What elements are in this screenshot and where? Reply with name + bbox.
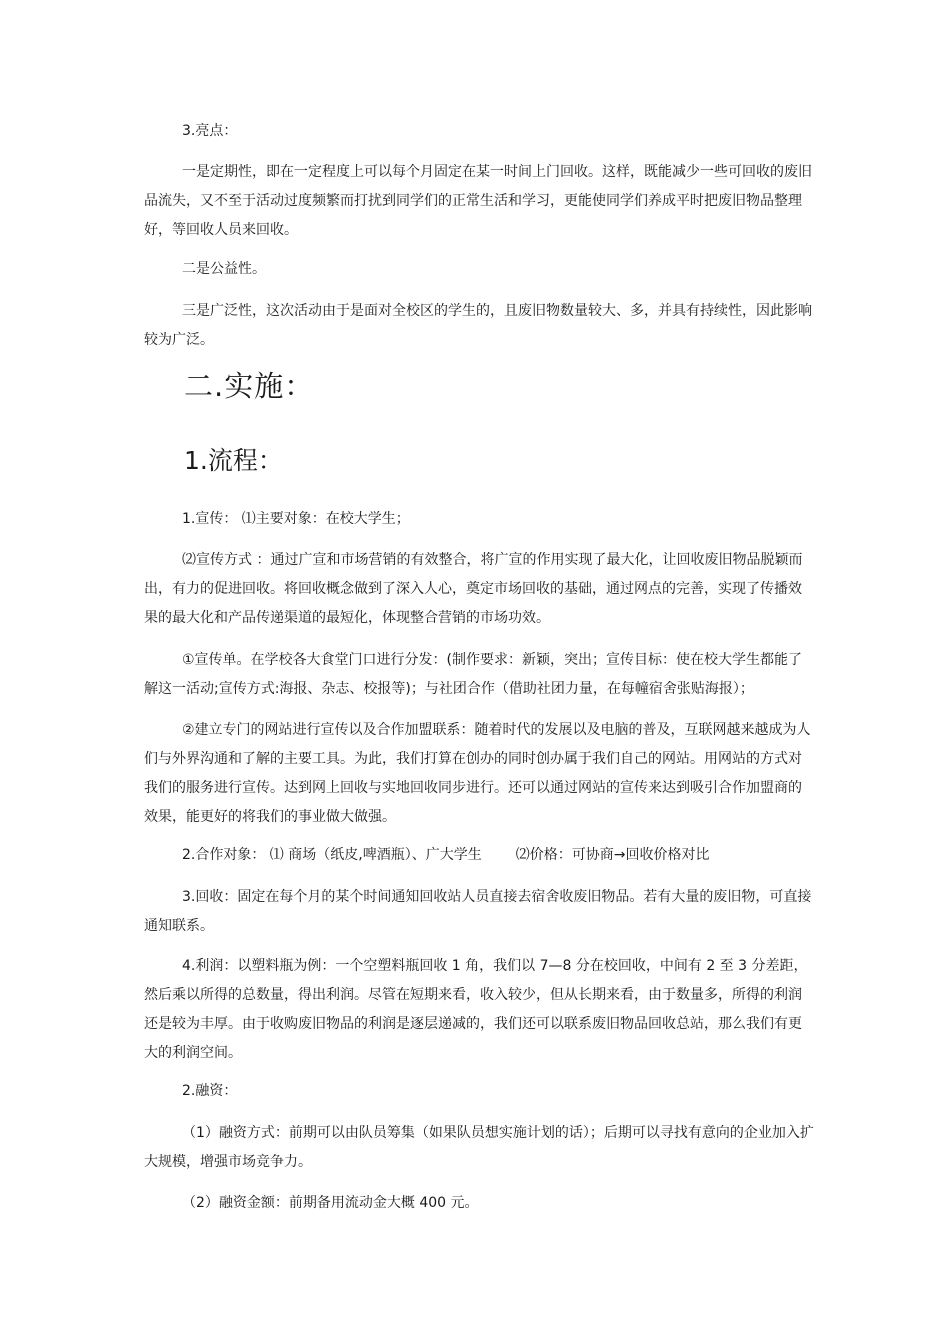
publicity-website: ②建立专门的网站进行宣传以及合作加盟联系：随着时代的发展以及电脑的普及，互联网越来越成为人们与外界沟通和了解的主要工具。为此，我们打算在创办的同时创办属于我们自己的网站。用网站的方式对我们的服务进行宣传。达到网上回收与实地回收同步进行。还可以通过网站的宣传来达到吸引合作加盟商的效果，能更好的将我们的事业做大做强。	[144, 722, 811, 825]
publicity-intro: 1.宣传： ⑴主要对象：在校大学生；	[182, 511, 410, 527]
publicity-method: ⑵宣传方式 ：通过广宣和市场营销的有效整合，将广宣的作用实现了最大化，让回收废旧物品脱颖而出，有力的促进回收。将回收概念做到了深入人心，奠定市场回收的基础，通过网点的完善，实现了传播效果的最大化和产品传递渠道的最短化，体现整合营销的市场功效。	[144, 552, 803, 626]
partners-line	[144, 841, 814, 870]
profit-paragraph: 4.利润：以塑料瓶为例：一个空塑料瓶回收 1 角，我们以 7—8 分在校回收，中间有 2 至 3 分差距，然后乘以所得的总数量，得出利润。尽管在短期来看，收入较少，但从长期来看，由于数量多，所得的利润还是较为丰厚。由于收购废旧物品的利润是逐层递减的，我们还可以联系废旧物品回收总站，那么我们有更大的利润空间。	[144, 958, 808, 1061]
recycling-paragraph: 3.回收：固定在每个月的某个时间通知回收站人员直接去宿舍收废旧物品。若有大量的废旧物，可直接通知联系。	[144, 889, 812, 934]
highlights-public-welfare: 二是公益性。	[182, 261, 266, 277]
section-title: 二.实施：	[184, 369, 315, 403]
highlights-regularity: 一是定期性，即在一定程度上可以每个月固定在某一时间上门回收。这样，既能减少一些可回收的废旧品流失，又不至于活动过度频繁而打扰到同学们的正常生活和学习，更能使同学们养成平时把废旧物品整理好，等回收人员来回收。	[144, 164, 812, 238]
financing-heading: 2.融资：	[182, 1083, 238, 1099]
section-subtitle: 1.流程：	[184, 446, 283, 475]
financing-amount: （2）融资金额：前期备用流动金大概 400 元。	[182, 1195, 479, 1211]
highlights-wide-reach: 三是广泛性，这次活动由于是面对全校区的学生的，且废旧物数量较大、多，并具有持续性，因此影响较为广泛。	[144, 303, 812, 348]
financing-method: （1）融资方式：前期可以由队员筹集（如果队员想实施计划的话）；后期可以寻找有意向的企业加入扩大规模，增强市场竞争力。	[144, 1125, 814, 1170]
partners-price: ⑵价格：可协商→回收价格对比	[515, 847, 710, 863]
publicity-leaflet: ①宣传单。在学校各大食堂门口进行分发：(制作要求：新颖，突出；宣传目标：使在校大学生都能了解这一活动;宣传方式:海报、杂志、校报等)；与社团合作（借助社团力量，在每幢宿舍张贴海报）；	[144, 652, 803, 697]
partners-targets: 2.合作对象： ⑴ 商场（纸皮,啤酒瓶）、广大学生	[182, 847, 482, 863]
highlights-heading: 3.亮点：	[182, 123, 238, 139]
